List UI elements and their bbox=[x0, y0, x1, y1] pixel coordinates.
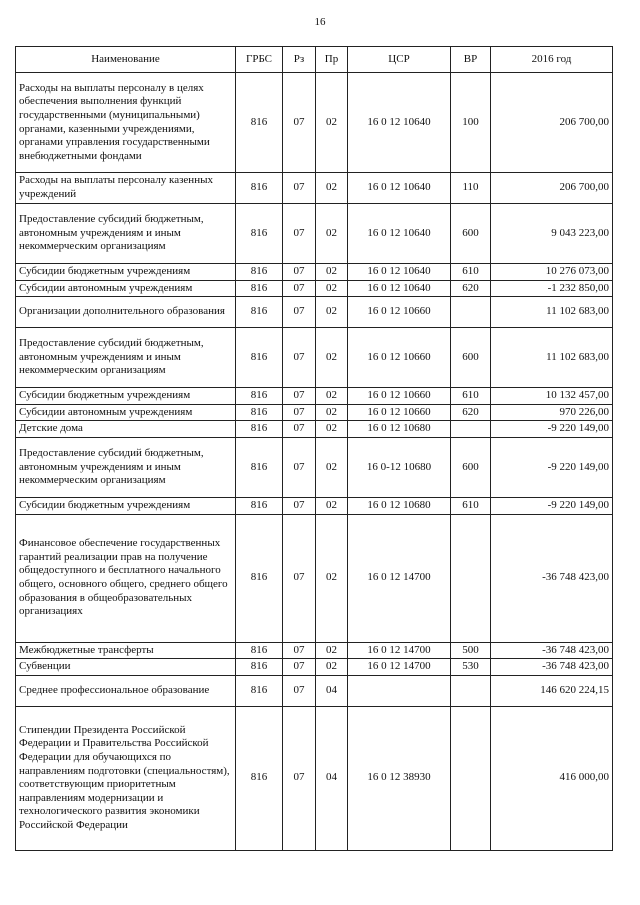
row-grbs-cell: 816 bbox=[236, 497, 283, 514]
row-rz-cell: 07 bbox=[283, 173, 316, 204]
column-header-pr: Пр bbox=[316, 47, 348, 73]
row-vr-cell: 600 bbox=[451, 328, 491, 388]
table-row bbox=[16, 173, 613, 204]
table-row bbox=[16, 264, 613, 281]
row-vr-cell: 620 bbox=[451, 404, 491, 421]
row-amount-cell: 11 102 683,00 bbox=[491, 328, 613, 388]
row-grbs-cell: 816 bbox=[236, 297, 283, 328]
row-vr-cell bbox=[451, 297, 491, 328]
row-amount-cell: 11 102 683,00 bbox=[491, 297, 613, 328]
row-grbs-cell: 816 bbox=[236, 264, 283, 281]
row-name-cell: Детские дома bbox=[16, 421, 236, 438]
row-amount-cell: 206 700,00 bbox=[491, 73, 613, 173]
row-csr-cell: 16 0 12 10680 bbox=[348, 421, 451, 438]
row-pr-cell: 02 bbox=[316, 297, 348, 328]
row-grbs-cell: 816 bbox=[236, 675, 283, 706]
row-pr-cell: 02 bbox=[316, 642, 348, 659]
row-name-cell: Субсидии автономным учреждениям bbox=[16, 280, 236, 297]
row-rz-cell: 07 bbox=[283, 73, 316, 173]
row-name-cell: Предоставление субсидий бюджетным, автономным учреждениям и иным некоммерческим организациям bbox=[16, 328, 236, 388]
row-grbs-cell: 816 bbox=[236, 388, 283, 405]
column-header-grbs: ГРБС bbox=[236, 47, 283, 73]
row-pr-cell: 02 bbox=[316, 421, 348, 438]
row-vr-cell: 610 bbox=[451, 497, 491, 514]
row-vr-cell: 500 bbox=[451, 642, 491, 659]
row-rz-cell: 07 bbox=[283, 437, 316, 497]
row-rz-cell: 07 bbox=[283, 404, 316, 421]
row-amount-cell: -1 232 850,00 bbox=[491, 280, 613, 297]
row-pr-cell: 02 bbox=[316, 204, 348, 264]
row-amount-cell: 416 000,00 bbox=[491, 706, 613, 850]
row-rz-cell: 07 bbox=[283, 706, 316, 850]
row-vr-cell: 620 bbox=[451, 280, 491, 297]
row-csr-cell: 16 0 12 14700 bbox=[348, 659, 451, 676]
row-grbs-cell: 816 bbox=[236, 642, 283, 659]
row-name-cell: Финансовое обеспечение государственных гарантий реализации прав на получение общедоступного и бесплатного начального общего, основного общего, среднего общего образования в общеобразовательных организациях bbox=[16, 514, 236, 642]
row-csr-cell: 16 0 12 38930 bbox=[348, 706, 451, 850]
table-row bbox=[16, 388, 613, 405]
column-header-name: Наименование bbox=[16, 47, 236, 73]
row-name-cell: Предоставление субсидий бюджетным, автономным учреждениям и иным некоммерческим организациям bbox=[16, 437, 236, 497]
row-vr-cell: 100 bbox=[451, 73, 491, 173]
row-pr-cell: 04 bbox=[316, 706, 348, 850]
row-pr-cell: 02 bbox=[316, 264, 348, 281]
row-csr-cell: 16 0 12 10660 bbox=[348, 328, 451, 388]
table-row bbox=[16, 642, 613, 659]
row-rz-cell: 07 bbox=[283, 514, 316, 642]
table-row bbox=[16, 497, 613, 514]
row-rz-cell: 07 bbox=[283, 297, 316, 328]
row-amount-cell: -9 220 149,00 bbox=[491, 497, 613, 514]
page-number: 16 bbox=[314, 16, 326, 28]
row-amount-cell: -36 748 423,00 bbox=[491, 514, 613, 642]
row-pr-cell: 04 bbox=[316, 675, 348, 706]
row-pr-cell: 02 bbox=[316, 497, 348, 514]
row-csr-cell: 16 0 12 10660 bbox=[348, 297, 451, 328]
row-csr-cell: 16 0 12 10640 bbox=[348, 173, 451, 204]
row-csr-cell: 16 0 12 10660 bbox=[348, 404, 451, 421]
row-amount-cell: -36 748 423,00 bbox=[491, 659, 613, 676]
table-row bbox=[16, 297, 613, 328]
row-vr-cell bbox=[451, 514, 491, 642]
row-pr-cell: 02 bbox=[316, 328, 348, 388]
row-csr-cell: 16 0 12 10640 bbox=[348, 73, 451, 173]
row-vr-cell bbox=[451, 675, 491, 706]
row-grbs-cell: 816 bbox=[236, 204, 283, 264]
row-csr-cell: 16 0 12 10680 bbox=[348, 497, 451, 514]
row-rz-cell: 07 bbox=[283, 264, 316, 281]
column-header-amount: 2016 год bbox=[491, 47, 613, 73]
row-vr-cell: 110 bbox=[451, 173, 491, 204]
row-vr-cell: 600 bbox=[451, 437, 491, 497]
row-name-cell: Расходы на выплаты персоналу в целях обеспечения выполнения функций государственными (муниципальными) органами, казенными учреждениями, органами управления государственными внебюджетными фондами bbox=[16, 73, 236, 173]
column-header-vr: ВР bbox=[451, 47, 491, 73]
row-grbs-cell: 816 bbox=[236, 514, 283, 642]
row-csr-cell: 16 0 12 10640 bbox=[348, 264, 451, 281]
table-row bbox=[16, 328, 613, 388]
row-vr-cell: 610 bbox=[451, 264, 491, 281]
row-rz-cell: 07 bbox=[283, 280, 316, 297]
row-name-cell: Субсидии бюджетным учреждениям bbox=[16, 264, 236, 281]
row-rz-cell: 07 bbox=[283, 642, 316, 659]
row-pr-cell: 02 bbox=[316, 73, 348, 173]
row-rz-cell: 07 bbox=[283, 421, 316, 438]
row-amount-cell: -9 220 149,00 bbox=[491, 421, 613, 438]
row-grbs-cell: 816 bbox=[236, 328, 283, 388]
row-name-cell: Расходы на выплаты персоналу казенных учреждений bbox=[16, 173, 236, 204]
table-header-row bbox=[16, 47, 613, 73]
row-pr-cell: 02 bbox=[316, 514, 348, 642]
row-vr-cell: 610 bbox=[451, 388, 491, 405]
row-pr-cell: 02 bbox=[316, 659, 348, 676]
row-name-cell: Межбюджетные трансферты bbox=[16, 642, 236, 659]
row-grbs-cell: 816 bbox=[236, 173, 283, 204]
row-amount-cell: 10 276 073,00 bbox=[491, 264, 613, 281]
table-row bbox=[16, 659, 613, 676]
row-vr-cell bbox=[451, 706, 491, 850]
table-body bbox=[16, 73, 613, 851]
row-vr-cell: 600 bbox=[451, 204, 491, 264]
row-rz-cell: 07 bbox=[283, 497, 316, 514]
row-amount-cell: -9 220 149,00 bbox=[491, 437, 613, 497]
row-name-cell: Субсидии автономным учреждениям bbox=[16, 404, 236, 421]
row-rz-cell: 07 bbox=[283, 328, 316, 388]
row-grbs-cell: 816 bbox=[236, 437, 283, 497]
row-csr-cell: 16 0 12 10640 bbox=[348, 204, 451, 264]
row-grbs-cell: 816 bbox=[236, 421, 283, 438]
row-pr-cell: 02 bbox=[316, 404, 348, 421]
column-header-rz: Рз bbox=[283, 47, 316, 73]
row-amount-cell: 970 226,00 bbox=[491, 404, 613, 421]
table-row bbox=[16, 404, 613, 421]
row-name-cell: Субсидии бюджетным учреждениям bbox=[16, 388, 236, 405]
row-name-cell: Субвенции bbox=[16, 659, 236, 676]
table-row bbox=[16, 675, 613, 706]
row-pr-cell: 02 bbox=[316, 388, 348, 405]
row-name-cell: Среднее профессиональное образование bbox=[16, 675, 236, 706]
row-name-cell: Субсидии бюджетным учреждениям bbox=[16, 497, 236, 514]
row-amount-cell: 206 700,00 bbox=[491, 173, 613, 204]
row-amount-cell: -36 748 423,00 bbox=[491, 642, 613, 659]
row-csr-cell: 16 0 12 14700 bbox=[348, 642, 451, 659]
row-grbs-cell: 816 bbox=[236, 659, 283, 676]
row-csr-cell bbox=[348, 675, 451, 706]
row-grbs-cell: 816 bbox=[236, 73, 283, 173]
table-row bbox=[16, 204, 613, 264]
row-csr-cell: 16 0 12 14700 bbox=[348, 514, 451, 642]
table-row bbox=[16, 421, 613, 438]
table-row bbox=[16, 280, 613, 297]
row-pr-cell: 02 bbox=[316, 173, 348, 204]
row-pr-cell: 02 bbox=[316, 280, 348, 297]
row-rz-cell: 07 bbox=[283, 204, 316, 264]
row-csr-cell: 16 0 12 10640 bbox=[348, 280, 451, 297]
row-grbs-cell: 816 bbox=[236, 280, 283, 297]
row-name-cell: Предоставление субсидий бюджетным, автономным учреждениям и иным некоммерческим организациям bbox=[16, 204, 236, 264]
table-row bbox=[16, 73, 613, 173]
table-row bbox=[16, 514, 613, 642]
row-vr-cell bbox=[451, 421, 491, 438]
row-grbs-cell: 816 bbox=[236, 706, 283, 850]
row-csr-cell: 16 0 12 10660 bbox=[348, 388, 451, 405]
row-csr-cell: 16 0-12 10680 bbox=[348, 437, 451, 497]
row-name-cell: Организации дополнительного образования bbox=[16, 297, 236, 328]
table-row bbox=[16, 706, 613, 850]
row-amount-cell: 10 132 457,00 bbox=[491, 388, 613, 405]
row-rz-cell: 07 bbox=[283, 388, 316, 405]
row-grbs-cell: 816 bbox=[236, 404, 283, 421]
row-vr-cell: 530 bbox=[451, 659, 491, 676]
row-pr-cell: 02 bbox=[316, 437, 348, 497]
budget-table bbox=[15, 46, 613, 851]
row-rz-cell: 07 bbox=[283, 675, 316, 706]
column-header-csr: ЦСР bbox=[348, 47, 451, 73]
table-row bbox=[16, 437, 613, 497]
row-rz-cell: 07 bbox=[283, 659, 316, 676]
row-amount-cell: 146 620 224,15 bbox=[491, 675, 613, 706]
row-amount-cell: 9 043 223,00 bbox=[491, 204, 613, 264]
row-name-cell: Стипендии Президента Российской Федерации и Правительства Российской Федерации для обучающихся по направлениям подготовки (специальностям), соответствующим приоритетным направлениям модернизации и технологического развития экономики Российской Федерации bbox=[16, 706, 236, 850]
